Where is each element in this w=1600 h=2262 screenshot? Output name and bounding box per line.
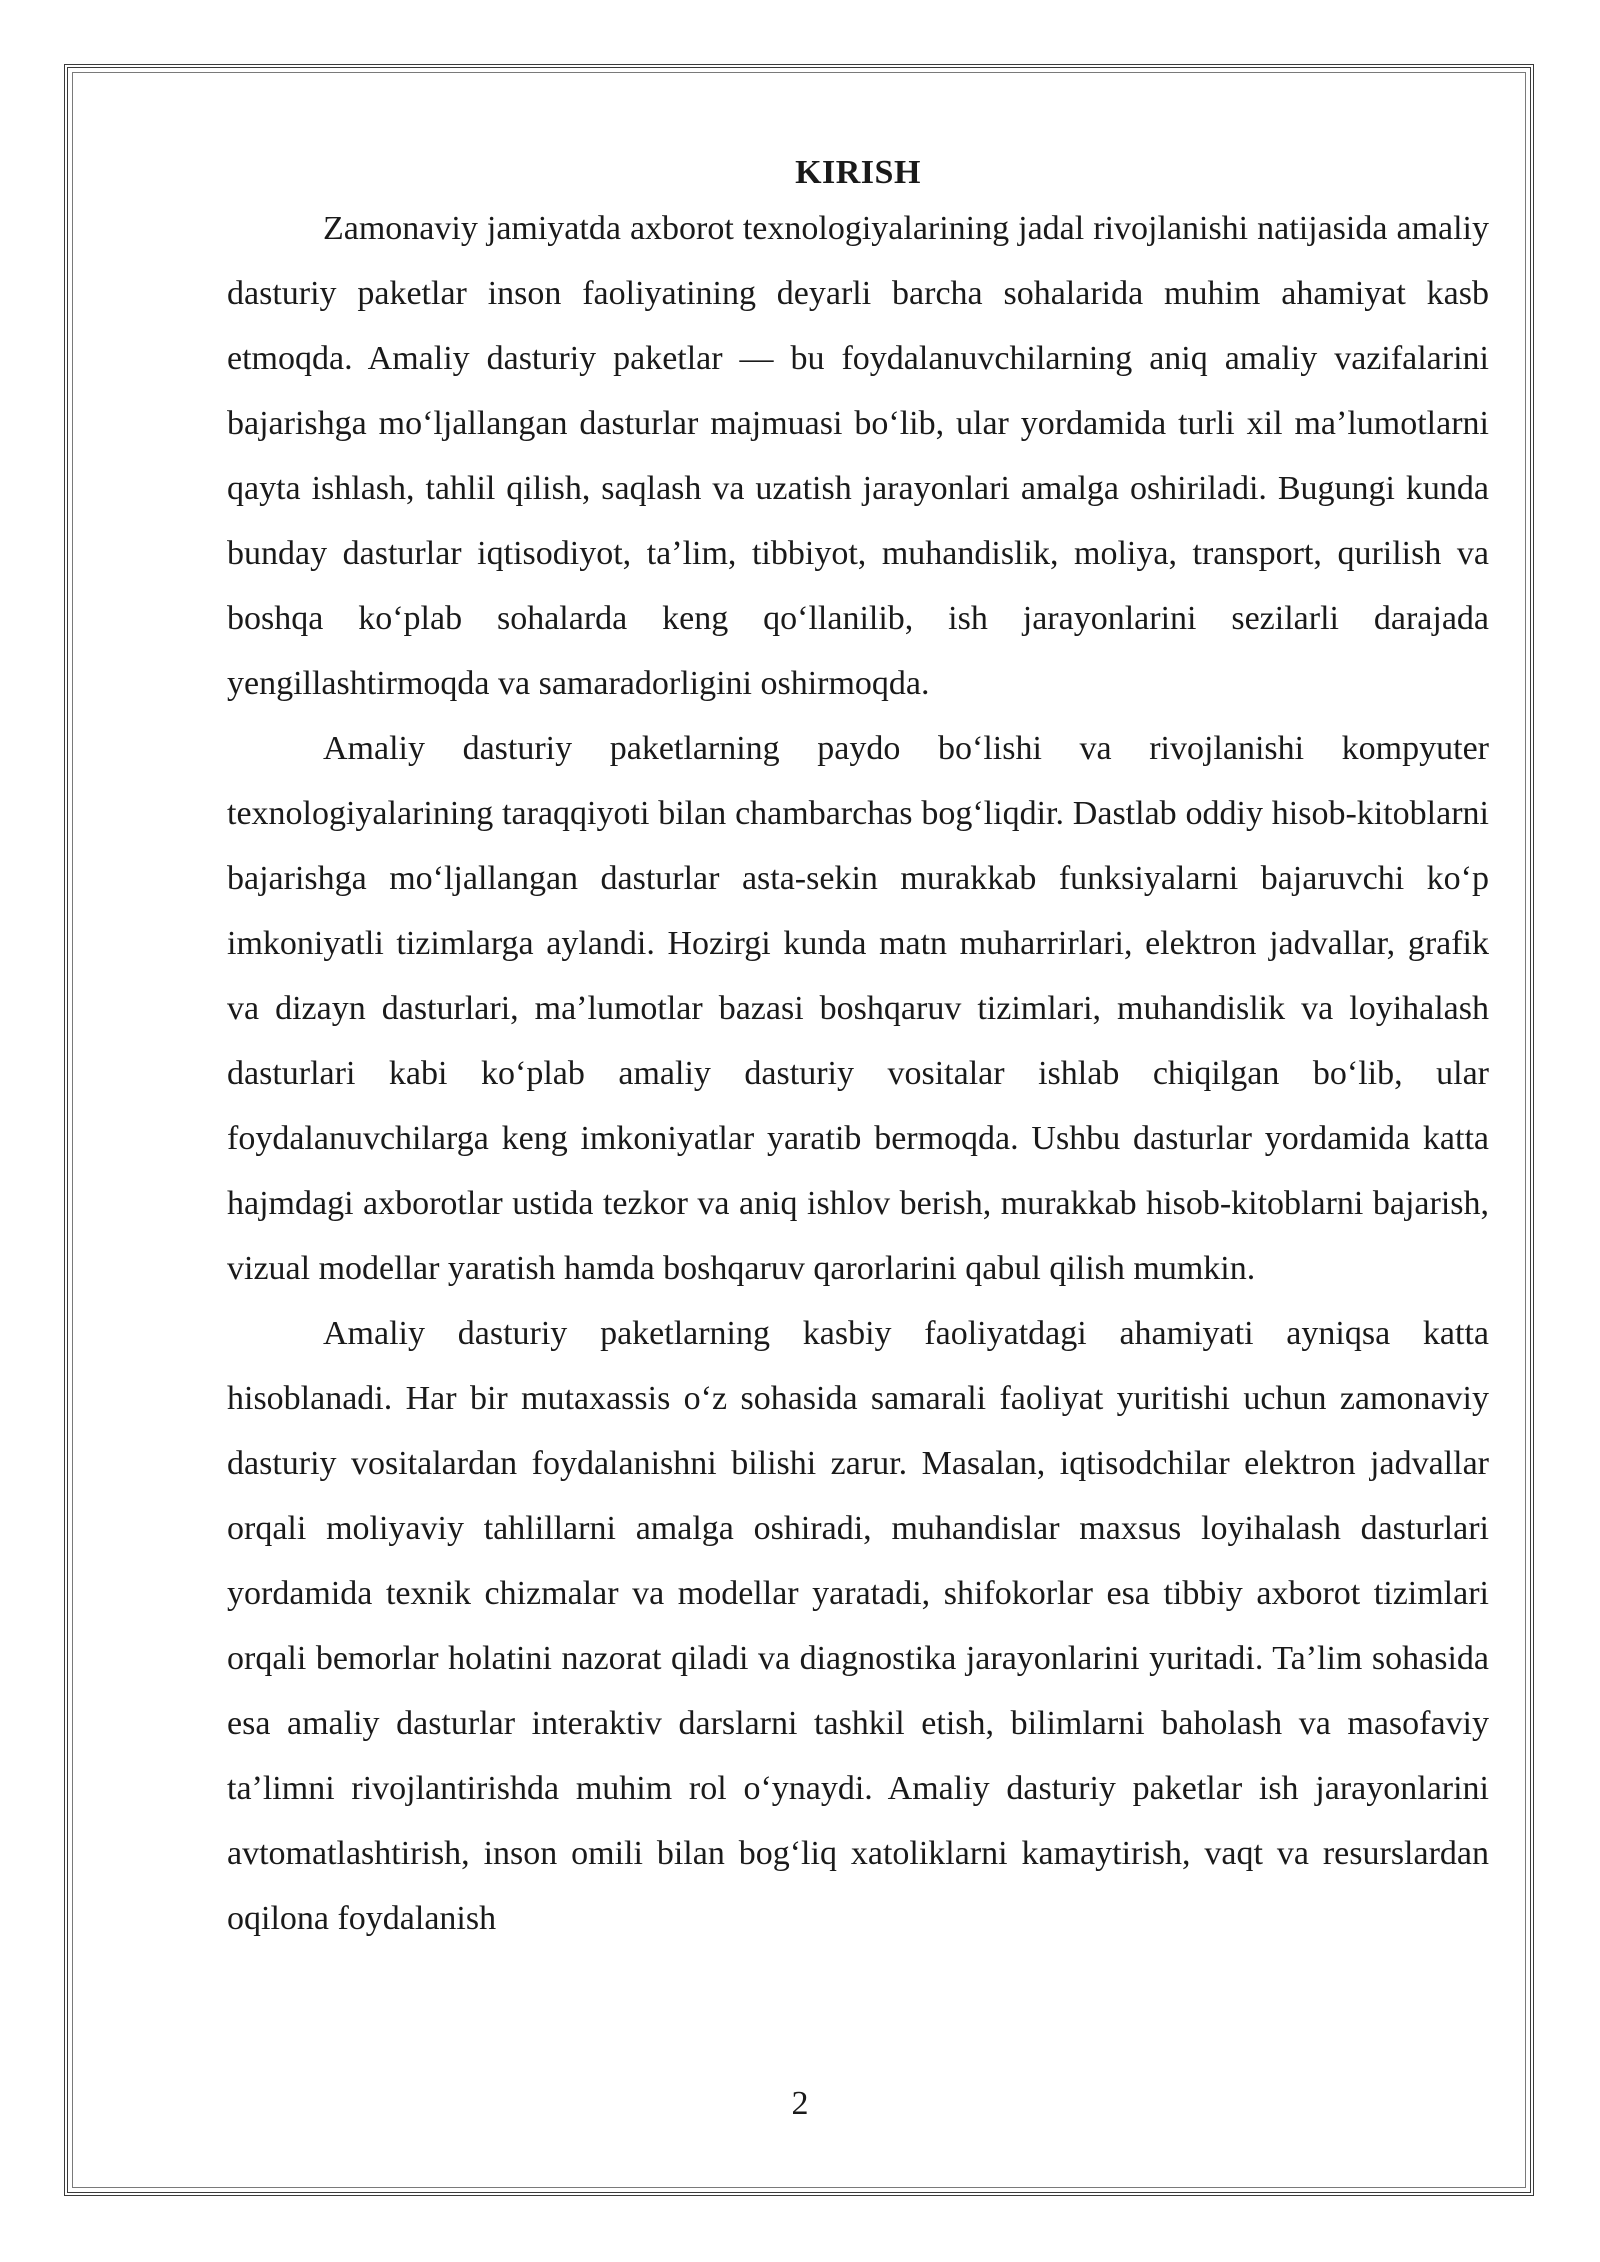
- section-title: KIRISH: [795, 154, 921, 191]
- page-number: 2: [791, 2085, 809, 2122]
- paragraph-1: Zamonaviy jamiyatda axborot texnologiyalarining jadal rivojlanishi natijasida amaliy dasturiy paketlar inson faoliyatining deyarli barcha sohalarida muhim ahamiyat kasb etmoqda. Amaliy dasturiy paketlar — bu foydalanuvchilarning aniq amaliy vazifalarini bajarishga moʻljallangan dasturlar majmuasi boʻlib, ular yordamida turli xil maʼlumotlarni qayta ishlash, tahlil qilish, saqlash va uzatish jarayonlari amalga oshiriladi. Bugungi kunda bunday dasturlar iqtisodiyot, taʼlim, tibbiyot, muhandislik, moliya, transport, qurilish va boshqa koʻplab sohalarda keng qoʻllanilib, ish jarayonlarini sezilarli darajada yengillashtirmoqda va samaradorligini oshirmoqda.: [227, 210, 1489, 702]
- document-body: [227, 150, 1489, 1951]
- paragraph-3: Amaliy dasturiy paketlarning kasbiy faoliyatdagi ahamiyati ayniqsa katta hisoblanadi. Har bir mutaxassis oʻz sohasida samarali faoliyat yuritishi uchun zamonaviy dasturiy vositalardan foydalanishni bilishi zarur. Masalan, iqtisodchilar elektron jadvallar orqali moliyaviy tahlillarni amalga oshiradi, muhandislar maxsus loyihalash dasturlari yordamida texnik chizmalar va modellar yaratadi, shifokorlar esa tibbiy axborot tizimlari orqali bemorlar holatini nazorat qiladi va diagnostika jarayonlarini yuritadi. Taʼlim sohasida esa amaliy dasturlar interaktiv darslarni tashkil etish, bilimlarni baholash va masofaviy taʼlimni rivojlantirishda muhim rol oʻynaydi. Amaliy dasturiy paketlar ish jarayonlarini avtomatlashtirish, inson omili bilan bogʻliq xatoliklarni kamaytirish, vaqt va resurslardan oqilona foydalanish: [227, 1315, 1489, 1937]
- paragraph-2: Amaliy dasturiy paketlarning paydo boʻlishi va rivojlanishi kompyuter texnologiyalarining taraqqiyoti bilan chambarchas bogʻliqdir. Dastlab oddiy hisob-kitoblarni bajarishga moʻljallangan dasturlar asta-sekin murakkab funksiyalarni bajaruvchi koʻp imkoniyatli tizimlarga aylandi. Hozirgi kunda matn muharrirlari, elektron jadvallar, grafik va dizayn dasturlari, maʼlumotlar bazasi boshqaruv tizimlari, muhandislik va loyihalash dasturlari kabi koʻplab amaliy dasturiy vositalar ishlab chiqilgan boʻlib, ular foydalanuvchilarga keng imkoniyatlar yaratib bermoqda. Ushbu dasturlar yordamida katta hajmdagi axborotlar ustida tezkor va aniq ishlov berish, murakkab hisob-kitoblarni bajarish, vizual modellar yaratish hamda boshqaruv qarorlarini qabul qilish mumkin.: [227, 730, 1489, 1287]
